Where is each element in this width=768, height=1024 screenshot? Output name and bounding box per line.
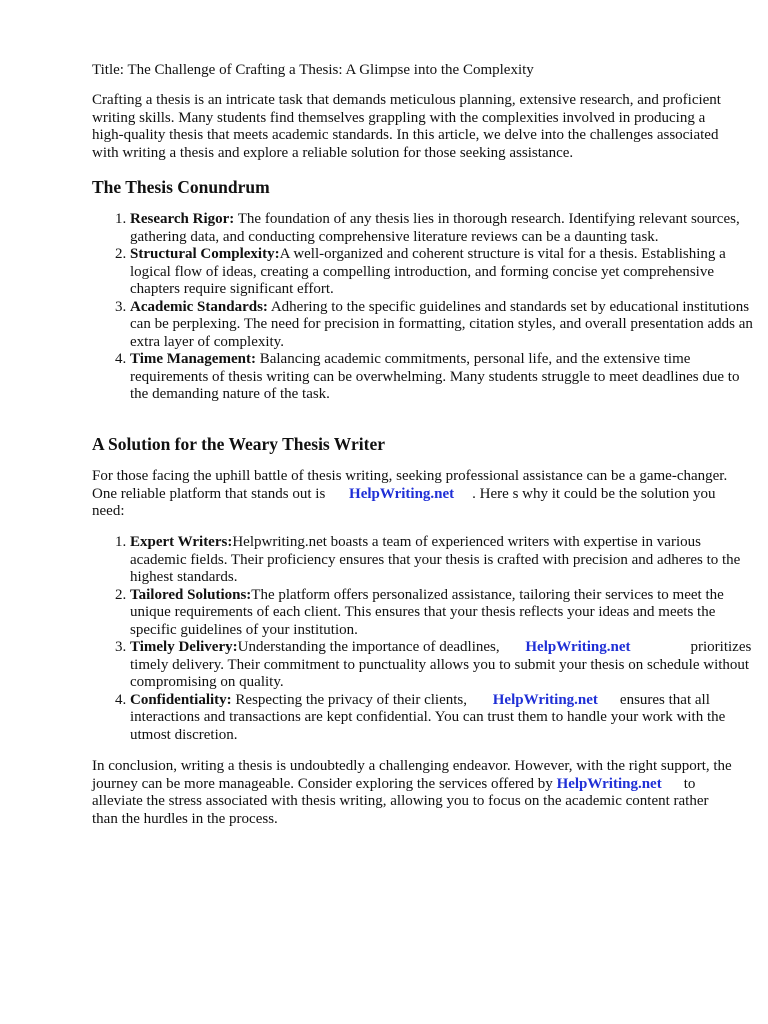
- list-item: 1. Expert Writers:Helpwriting.net boasts a team of experienced writers with expertise in various academic fields. Their proficiency ensures that your thesis is crafted with precision and adheres to the highest standards.: [130, 534, 755, 587]
- conundrum-list: [92, 211, 755, 404]
- solution-paragraph: For those facing the uphill battle of thesis writing, seeking professional assistance can be a game-changer. One reliable platform that stands out is HelpWriting.net . Here s why it could be the solution you need:: [92, 468, 728, 519]
- section-heading-conundrum: The Thesis Conundrum: [92, 177, 270, 197]
- section-heading-solution: A Solution for the Weary Thesis Writer: [92, 434, 385, 454]
- intro-paragraph: Crafting a thesis is an intricate task that demands meticulous planning, extensive research, and proficient writing skills. Many students find themselves grappling with the complexities involved in producing a high-quality thesis that meets academic standards. In this article, we delve into the challenges associated with writing a thesis and explore a reliable solution for those seeking assistance.: [92, 92, 721, 161]
- list-item: 3. Academic Standards: Adhering to the specific guidelines and standards set by educational institutions can be perplexing. The need for precision in formatting, citation styles, and overall presentation adds an extra layer of complexity.: [130, 299, 755, 352]
- helpwriting-link[interactable]: HelpWriting.net: [525, 639, 631, 655]
- solution-list: [92, 534, 755, 744]
- document-title: Title: The Challenge of Crafting a Thesis: A Glimpse into the Complexity: [92, 62, 534, 78]
- list-item: 4. Confidentiality: Respecting the privacy of their clients, HelpWriting.net ensures that all interactions and transactions are kept confidential. You can trust them to handle your work with the utmost discretion.: [130, 692, 755, 745]
- list-item: 4. Time Management: Balancing academic commitments, personal life, and the extensive time requirements of thesis writing can be overwhelming. Many students struggle to meet deadlines due to the demanding nature of the task.: [130, 351, 755, 404]
- list-item: 2. Structural Complexity:A well-organized and coherent structure is vital for a thesis. Establishing a logical flow of ideas, creating a compelling introduction, and forming concise yet comprehensive chapters require significant effort.: [130, 246, 755, 299]
- conclusion-paragraph: In conclusion, writing a thesis is undoubtedly a challenging endeavor. However, with the right support, the journey can be more manageable. Consider exploring the services offered by HelpWriting.net to alleviate the stress associated with thesis writing, allowing you to focus on the academic content rather than the hurdles in the process.: [92, 758, 732, 827]
- list-item: 2. Tailored Solutions:The platform offers personalized assistance, tailoring their services to meet the unique requirements of each client. This ensures that your thesis reflects your ideas and meets the specific guidelines of your institution.: [130, 587, 755, 640]
- list-item: 3. Timely Delivery:Understanding the importance of deadlines, HelpWriting.net prioritizes timely delivery. Their commitment to punctuality allows you to submit your thesis on schedule without compromising on quality.: [130, 639, 755, 692]
- helpwriting-link[interactable]: HelpWriting.net: [349, 485, 455, 502]
- list-item: 1. Research Rigor: The foundation of any thesis lies in thorough research. Identifying relevant sources, gathering data, and conducting comprehensive literature reviews can be a daunting task.: [130, 211, 755, 246]
- helpwriting-link[interactable]: HelpWriting.net: [556, 775, 662, 792]
- helpwriting-link[interactable]: HelpWriting.net: [492, 691, 598, 708]
